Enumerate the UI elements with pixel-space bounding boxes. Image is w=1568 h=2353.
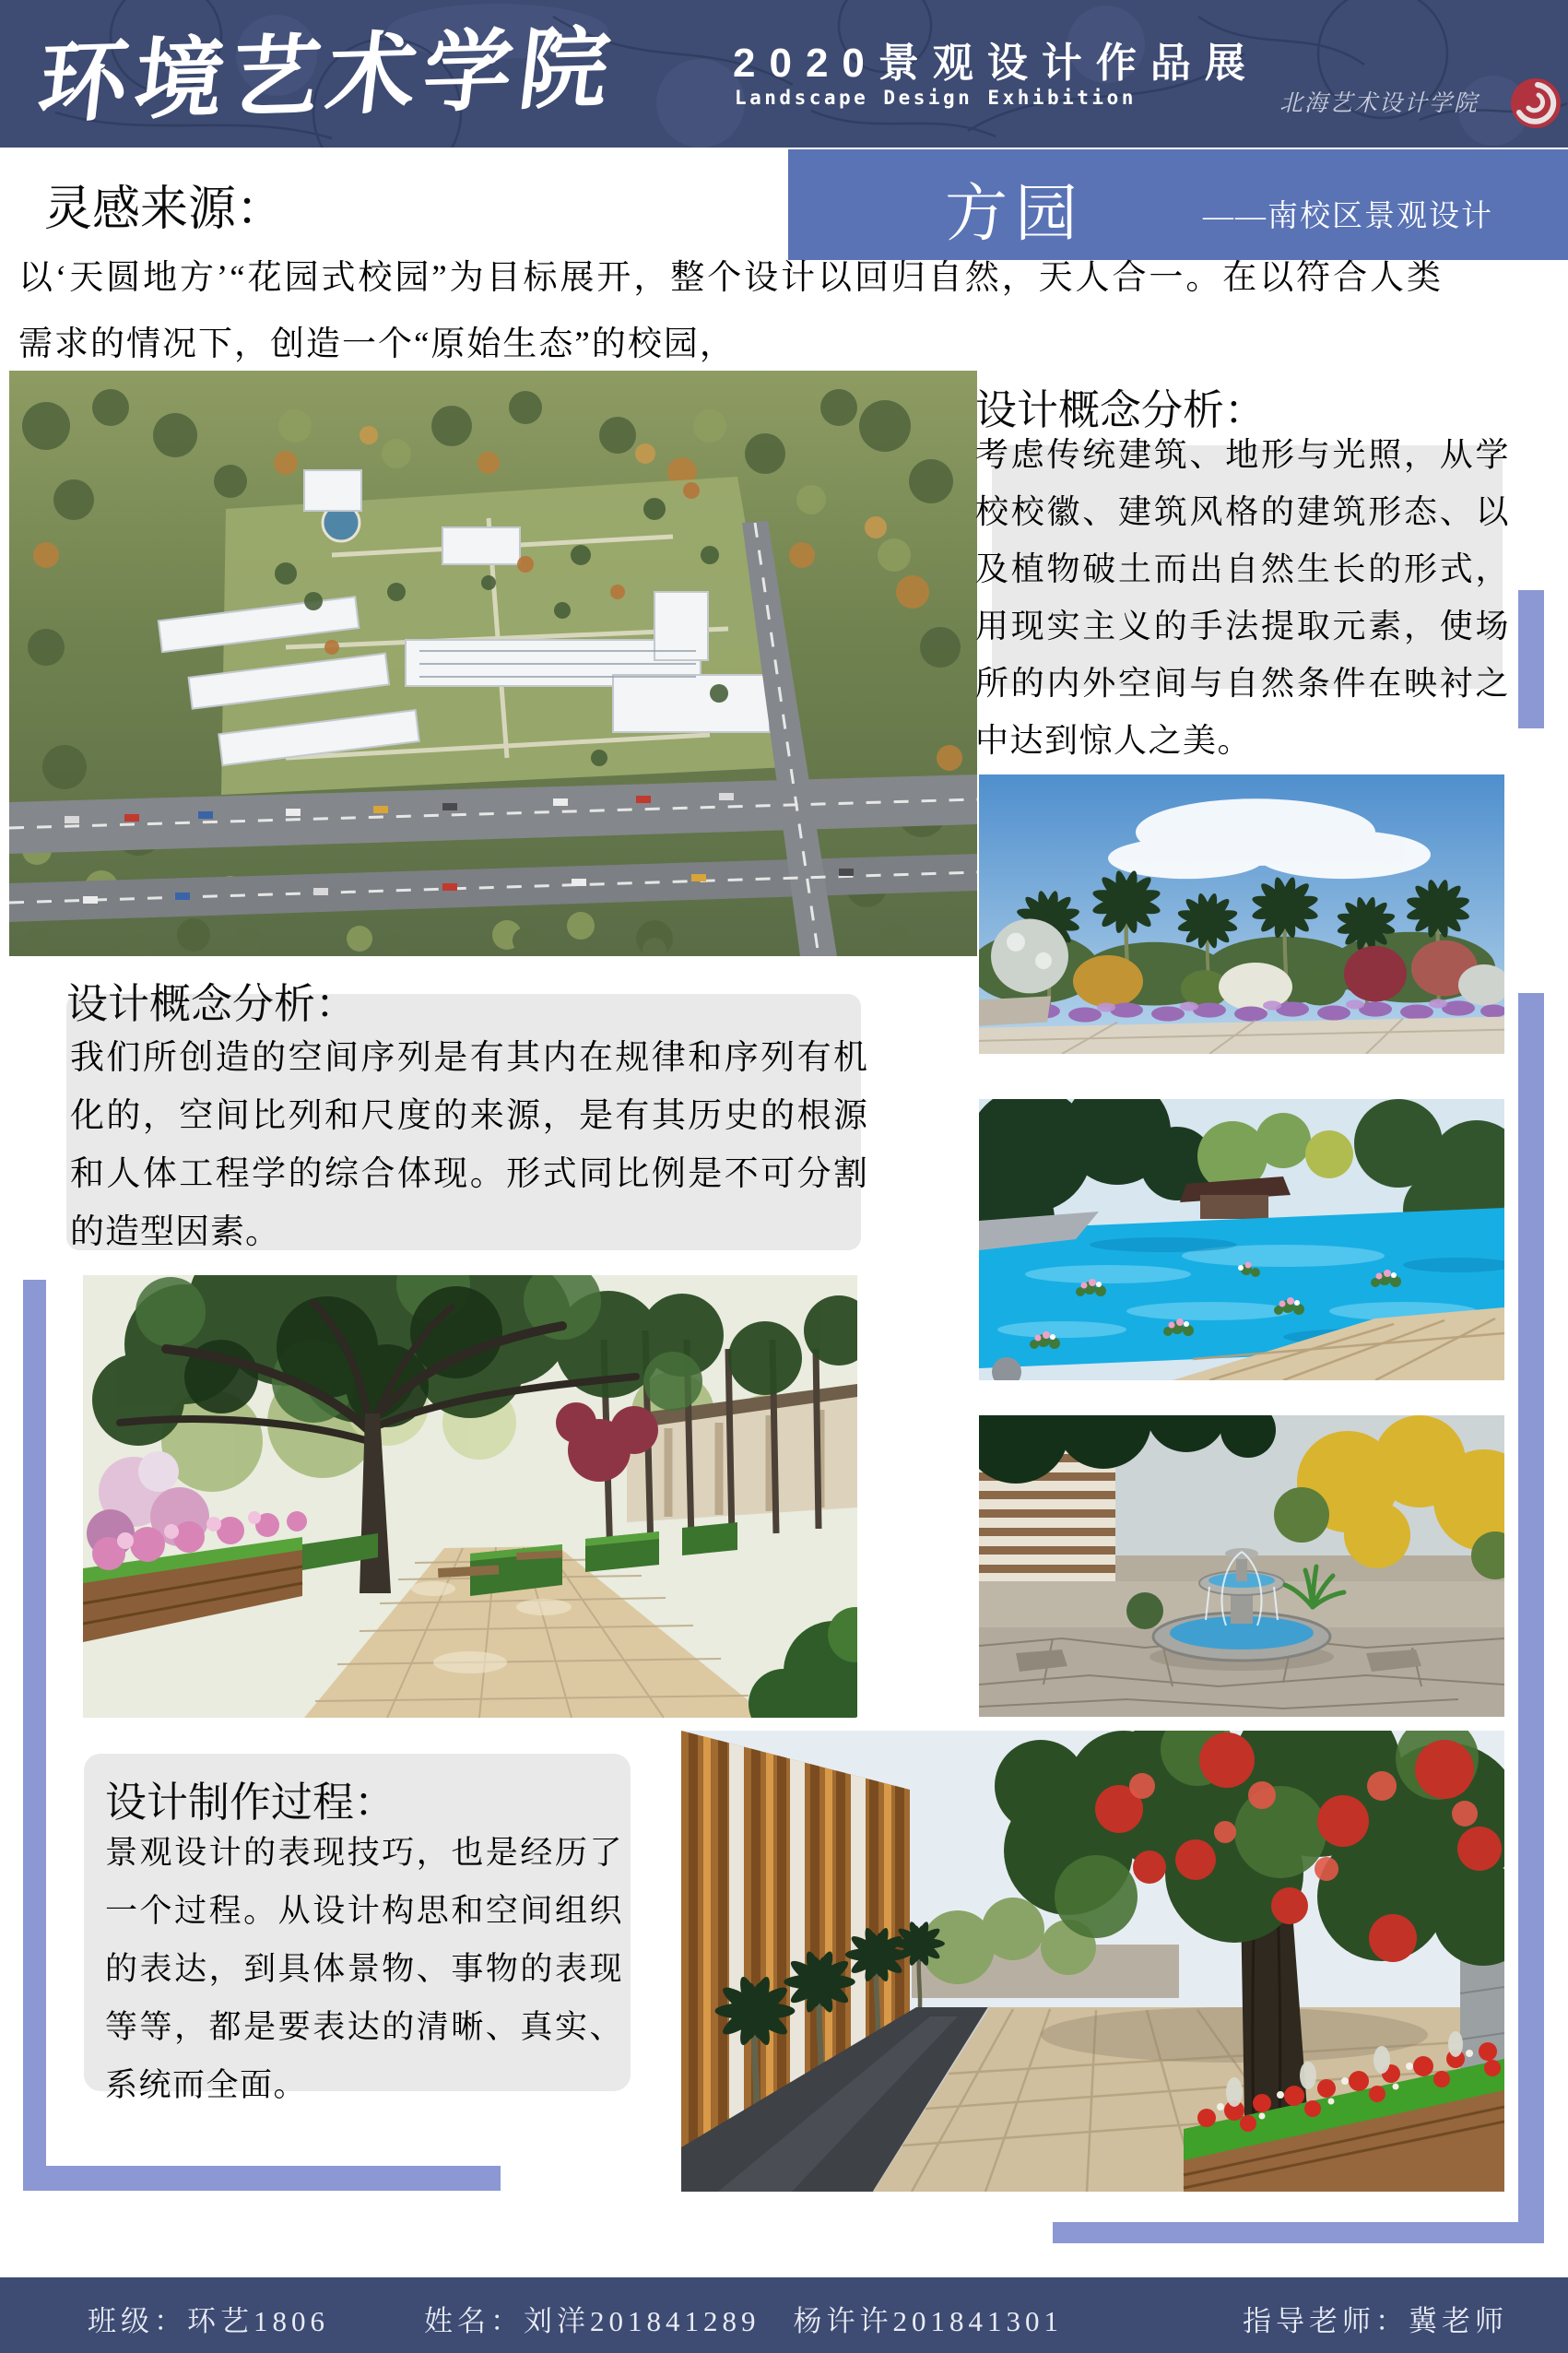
left-accent-bar-vertical xyxy=(23,1280,46,2191)
left-accent-bar-horizontal xyxy=(23,2166,501,2191)
project-subtitle: ——南校区景观设计 xyxy=(1203,200,1493,233)
campus-aerial-rendering xyxy=(9,371,977,956)
school-name-calligraphy: 环境艺术学院 xyxy=(32,18,622,134)
pool-rendering xyxy=(979,1099,1504,1380)
right-accent-bar-upper xyxy=(1518,590,1544,728)
fountain-courtyard-rendering xyxy=(979,1415,1504,1717)
footer-class-info: 班级：环艺1806 xyxy=(88,2305,329,2337)
concept-right-heading: 设计概念分析： xyxy=(975,387,1267,433)
right-accent-bar-horizontal xyxy=(1053,2222,1544,2243)
project-title: 方园 xyxy=(945,179,1086,249)
street-tree-rendering xyxy=(681,1731,1504,2192)
exhibition-title: 2020景观设计作品展 xyxy=(733,41,1259,86)
palm-garden-rendering xyxy=(979,774,1504,1054)
concept-left-body: 我们所创造的空间序列是有其内在规律和序列有机化的，空间比列和尺度的来源，是有其历史的根源和人体工程学的综合体现。形式同比例是不可分割的造型因素。 xyxy=(70,1039,868,1251)
school-logo-name: 北海艺术设计学院 xyxy=(1279,91,1480,116)
concept-left-heading: 设计概念分析： xyxy=(66,981,358,1027)
process-heading: 设计制作过程： xyxy=(105,1780,396,1826)
process-body: 景观设计的表现技巧，也是经历了一个过程。从设计构思和空间组织的表达，到具体景物、事物的表现等等，都是要表达的清晰、真实、系统而全面。 xyxy=(105,1835,623,2103)
footer-advisor: 指导老师：冀老师 xyxy=(1243,2305,1508,2337)
inspiration-heading: 灵感来源： xyxy=(44,183,285,236)
header-banner xyxy=(0,0,1568,148)
concept-right-body: 考虑传统建筑、地形与光照，从学校校徽、建筑风格的建筑形态、以及植物破土而出自然生长的形式，用现实主义的手法提取元素，使场所的内外空间与自然条件在映衬之中达到惊人之美。 xyxy=(975,436,1510,759)
footer-banner xyxy=(0,2277,1568,2353)
exhibition-subtitle-en: Landscape Design Exhibition xyxy=(735,87,1137,109)
garden-path-rendering xyxy=(83,1275,857,1718)
school-logo-icon xyxy=(1506,74,1565,133)
inspiration-body: 以‘天圆地方’“花园式校园”为目标展开，整个设计以回归自然，天人合一。在以符合人类需求的情况下，创造一个“原始生态”的校园， xyxy=(18,259,1443,363)
right-accent-bar-vertical xyxy=(1518,993,1544,2243)
footer-student-names: 姓名：刘洋201841289 杨许许201841301 xyxy=(424,2305,1063,2337)
project-title-box xyxy=(788,149,1568,260)
